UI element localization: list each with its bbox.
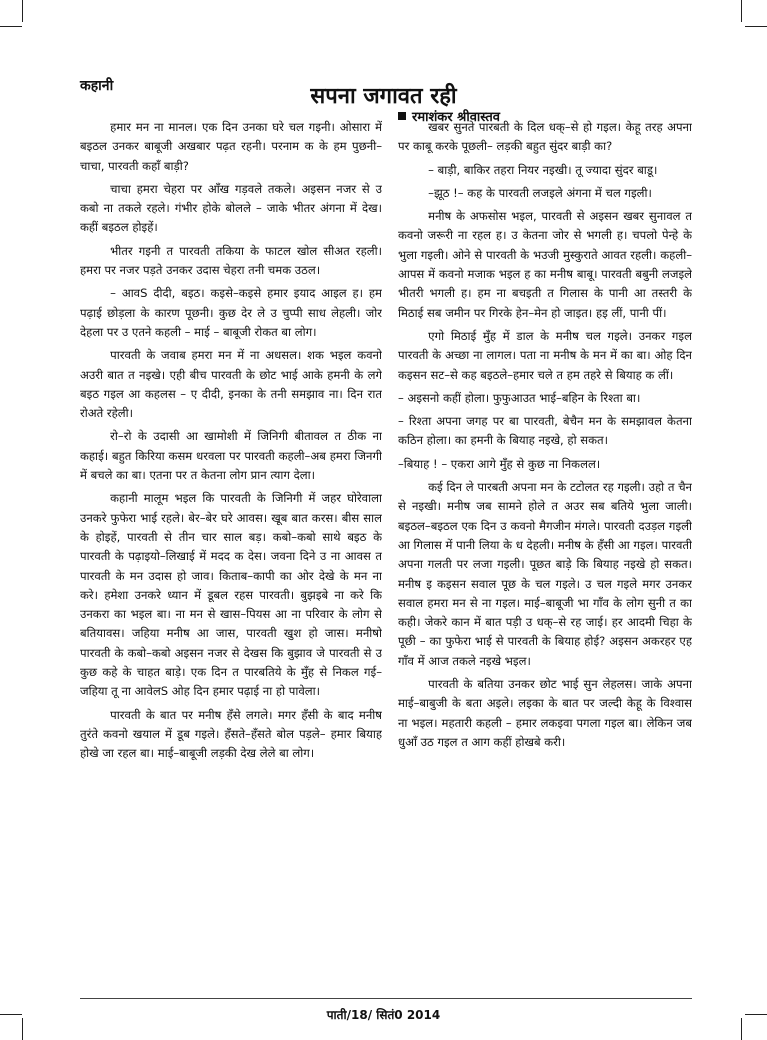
paragraph: रो–रो के उदासी आ खामोशी में जिनिगी बीतावल त ठीक ना कहाई। बहुत किरिया कसम धरवला पर पारवती कहली–अब हमरा जिनगी में बचले का बा। एतना पर त केतना लोग प्रान त्याग देला।	[80, 429, 382, 483]
crop-mark	[22, 0, 23, 22]
paragraph: मनीष के अफसोस भइल, पारवती से अइसन खबर सुनावल त कवनो जरूरी ना रहल ह। उ केतना जोर से भगली ह। चपलो पेन्हे के भुला गइली। ओने से पारवती के भउजी मुस्कुराते आवत रहली। कहली– आपस में कवनो मजाक भइल ह का मनीष बाबू। पारवती बबुनी लजइले भीतरी भगली ह। हम ना बचइती त गिलास के पानी आ तस्तरी के मिठाई सब जमीन पर गिरके हेन–मेन हो जाइत। हइ लीं, पानी पीं।	[398, 209, 692, 320]
right-column	[398, 118, 692, 996]
paragraph: पारवती के जवाब हमरा मन में ना अधसल। शक भइल कवनो अउरी बात त नइखे। एही बीच पारवती के छोट भाई आके हमनी के लगे बइठ गइल आ कहलस – ए दीदी, इनका के तनी समझाव ना। दिन रात रोअते रहेली।	[80, 348, 382, 421]
paragraph: पारवती के बतिया उनकर छोट भाई सुन लेहलस। जाके अपना माई–बाबुजी के बता अइले। लइका के बात पर जल्दी केहू के विश्वास ना भइल। महतारी कहली – हमार लकइवा पगला गइल बा। लेकिन जब धुआँ उठ गइल त आग कहीं होखबे करी।	[398, 677, 692, 749]
page-footer: पाती/18/ सितं0 2014	[326, 1008, 441, 1022]
paragraph: –झूठ !– कह के पारवती लजइले अंगना में चल गइली।	[428, 185, 652, 200]
crop-mark	[745, 26, 767, 27]
paragraph: हमार मन ना मानल। एक दिन उनका घरे चल गइनी। ओसारा में बइठल उनकर बाबूजी अखबार पढ़त रहनी। परनाम क के हम पुछनी– चाचा, पारवती कहाँ बाड़ी?	[80, 120, 382, 173]
paragraph: – आवS दीदी, बइठ। कइसे–कइसे हमार इयाद आइल ह। हम पढ़ाई छोड़ला के कारण पूछनी। कुछ देर ले उ चुप्पी साध लेहली। जोर देहला पर उ एतने कहली – माई – बाबूजी रोकत बा लोग।	[80, 286, 382, 339]
left-column	[80, 118, 382, 996]
paragraph: चाचा हमरा चेहरा पर आँख गड़वले तकले। अइसन नजर से उ कबो ना तकले रहले। गंभीर होके बोलले – जाके भीतर अंगना में देख। कहीं बइठल होइहें।	[80, 181, 382, 235]
author-name: रमाशंकर श्रीवास्तव	[412, 110, 500, 125]
paragraph: –बियाह ! – एकरा आगे मुँह से कुछ ना निकलल।	[398, 456, 601, 471]
crop-mark	[741, 0, 742, 22]
paragraph: – अइसनो कहीं होला। फुफुआउत भाई–बहिन के रिश्ता बा।	[398, 390, 641, 405]
paragraph: पारवती के बात पर मनीष हँसे लगले। मगर हँसी के बाद मनीष तुरंते कवनो खयाल में डूब गइले। हँसते–हँसते बोल पड़ले– हमार बियाह होखे जा रहल बा। माई–बाबूजी लड़की देख लेले बा लोग।	[80, 707, 382, 761]
paragraph: कई दिन ले पारबती अपना मन के टटोलत रह गइली। उहो त चैन से नइखी। मनीष जब सामने होले त अउर सब बतिये भुला जाली। बइठल–बइठल एक दिन उ कवनो मैगजीन मंगले। पारवती दउड़ल गइली आ गिलास में पानी लिया के ध देहली। मनीष के हँसी आ गइल। पारवती अपना गलती पर लजा गइली। पूछत बाड़े कि बियाह नइखे हो सकत। मनीष इ कइसन सवाल पूछ के चल गइले। उ चल गइले मगर उनकर सवाल हमरा मन से ना गइल। माई–बाबूजी भा गाँव के लोग सुनी त का कही। जेकरे कान में बात पड़ी उ धक्–से रह जाई। हर आदमी चिहा के पूछी – का फुफेरा भाई से पारवती के बियाह होई? अइसन अकरहर एह गाँव में आज तकले नइखे भइल।	[398, 480, 692, 668]
footer-divider	[80, 998, 692, 999]
paragraph: – बाड़ी, बाकिर तहरा नियर नइखी। तू ज्यादा सुंदर बाडू।	[428, 162, 658, 177]
section-label: कहानी	[80, 78, 114, 94]
paragraph: – रिश्ता अपना जगह पर बा पारवती, बेचैन मन के समझावल केतना कठिन होला। का हमनी के बियाह नइखे, हो सकत।	[398, 414, 692, 448]
paragraph: एगो मिठाई मुँह में डाल के मनीष चल गइले। उनकर गइल पारवती के अच्छा ना लागल। पता ना मनीष के मन में का बा। ओह दिन कइसन सट–से कह बइठले–हमार चले त हम तहरे से बियाह क लीं।	[398, 328, 692, 382]
paragraph: खबर सुनते पारबती के दिल धक्–से हो गइल। केहू तरह अपना पर काबू करके पूछली– लड़की बहुत सुंदर बाड़ी का?	[398, 120, 692, 154]
story-title: सपना जगावत रही	[310, 84, 457, 109]
paragraph: कहानी मालूम भइल कि पारवती के जिनिगी में जहर घोरेवाला उनकरे फुफेरा भाई रहले। बेर–बेर घरे आवस। खूब बात करस। बीस साल के होइहें, पारवती से तीन चार साल बड़। कबो–कबो साथे बइठ के पारवती के पढ़ाइयो–लिखाई में मदद क देस। जवना दिने उ ना आवस त पारवती के मन उदास हो जाव। किताब–कापी का ओर देखे के मन ना करे। हमेशा उनकरे ध्यान में डूबल रहस पारवती। बुझइबे ना करे कि उनकरा का भइल बा। ना मन से खास–पियस आ ना परिवार के लोग से बतियावस। जहिया मनीष आ जास, पारवती खुश हो जास। मनीषो पारवती के कबो–कबो अइसन नजर से देखस कि बुझाव जे पारवती से उ कुछ कहे के चाहत बाड़े। एक दिन त पारबतिये के मुँह से निकल गई– जहिया तू ना आवेलS ओह दिन हमार पढ़ाई ना हो पावेला।	[80, 491, 382, 699]
paragraph: भीतर गइनी त पारवती तकिया के फाटल खोल सीअत रहली। हमरा पर नजर पड़ते उनकर उदास चेहरा तनी चमक उठल।	[80, 243, 382, 278]
crop-mark	[0, 26, 22, 27]
